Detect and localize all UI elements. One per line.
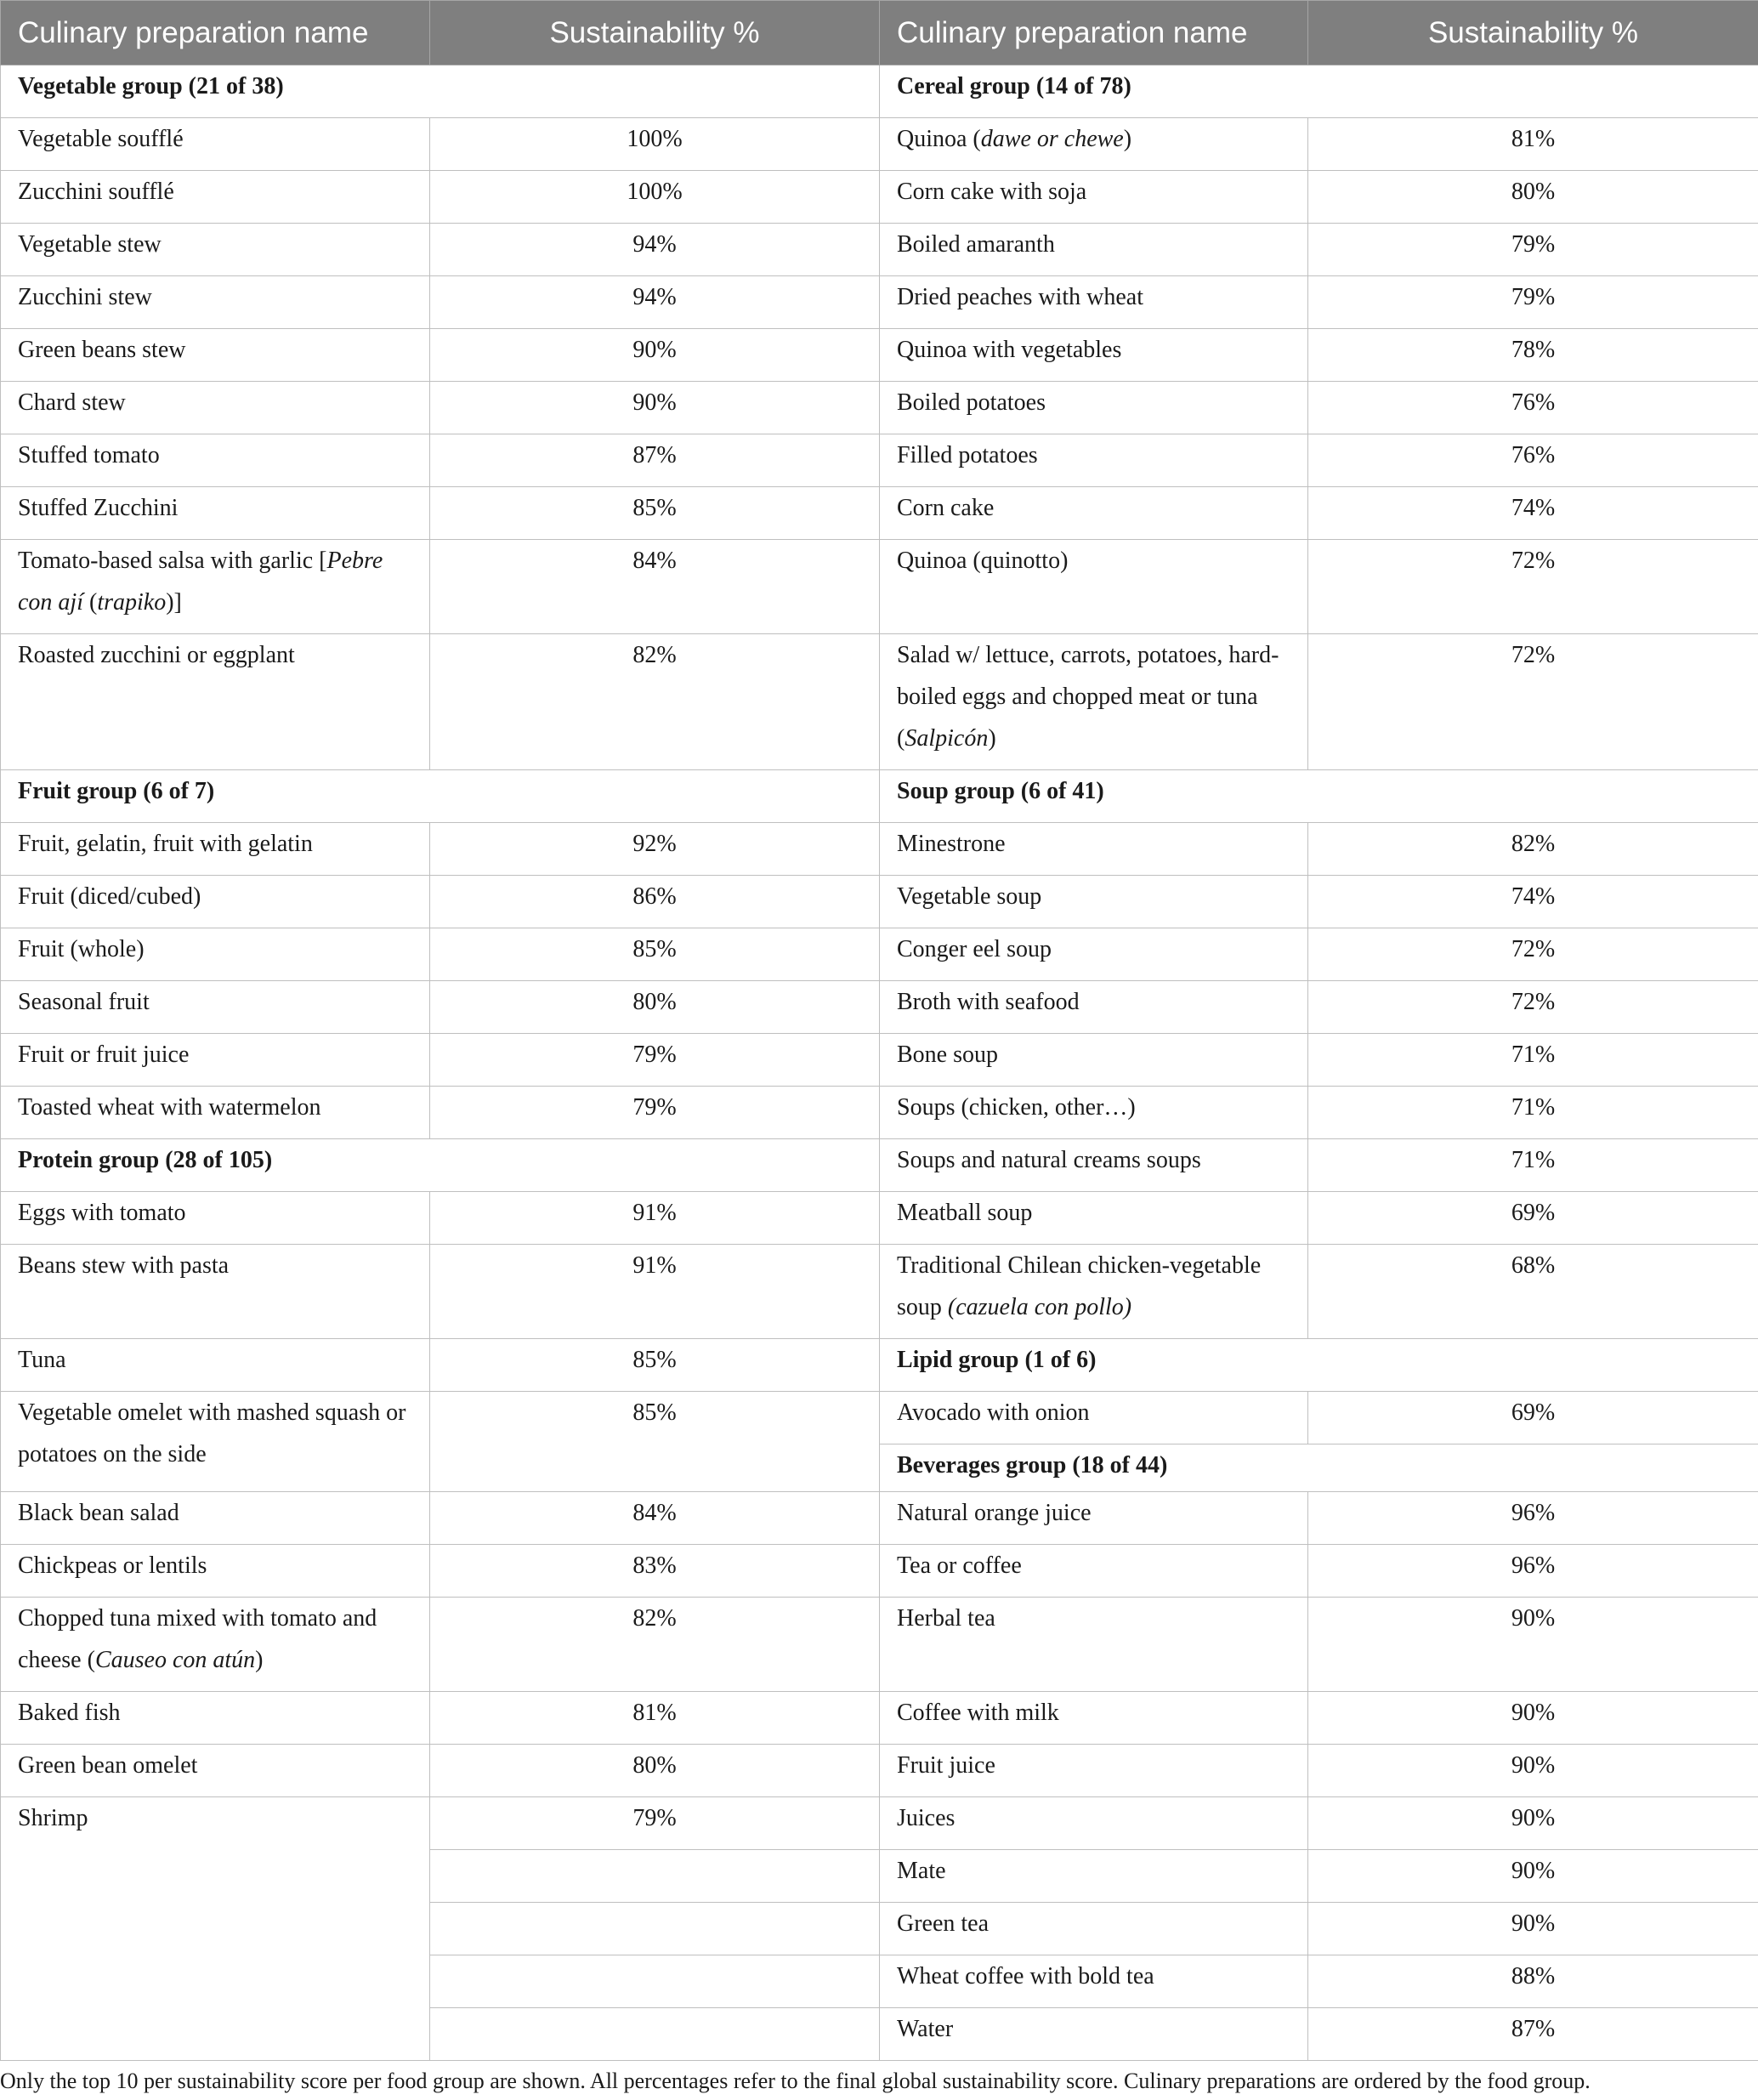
item-name: Wheat coffee with bold tea	[880, 1955, 1308, 2008]
item-value: 71%	[1308, 1139, 1758, 1192]
item-name: Vegetable omelet with mashed squash or potatoes on the side	[1, 1392, 430, 1492]
table-row	[1, 770, 1758, 823]
table-row	[1, 1797, 1758, 1850]
item-value: 82%	[430, 634, 880, 770]
header-sustainability-left: Sustainability %	[430, 1, 880, 65]
item-name: Stuffed Zucchini	[1, 487, 430, 540]
item-name: Chopped tuna mixed with tomato and cheese (Causeo con atún)	[1, 1598, 430, 1692]
item-name: Tea or coffee	[880, 1545, 1308, 1598]
item-name: Quinoa (dawe or chewe)	[880, 118, 1308, 171]
table-row	[1, 118, 1758, 171]
item-value: 79%	[1308, 276, 1758, 329]
item-value: 85%	[430, 1392, 880, 1492]
item-value: 96%	[1308, 1545, 1758, 1598]
item-value: 90%	[1308, 1903, 1758, 1955]
item-value: 79%	[1308, 224, 1758, 276]
empty-cell	[430, 1955, 880, 2008]
item-value: 90%	[430, 329, 880, 382]
table-row	[1, 1087, 1758, 1139]
table-row	[1, 981, 1758, 1034]
header-row	[1, 1, 1758, 65]
header-sustainability-right: Sustainability %	[1308, 1, 1758, 65]
item-value: 80%	[430, 981, 880, 1034]
table-row	[1, 1492, 1758, 1545]
item-value: 90%	[1308, 1797, 1758, 1850]
item-value: 100%	[430, 171, 880, 224]
item-name: Herbal tea	[880, 1598, 1308, 1692]
item-name: Fruit (diced/cubed)	[1, 876, 430, 928]
item-value: 91%	[430, 1245, 880, 1339]
item-name: Fruit juice	[880, 1745, 1308, 1797]
item-value: 78%	[1308, 329, 1758, 382]
item-value: 76%	[1308, 434, 1758, 487]
group-header-beverages: Beverages group (18 of 44)	[880, 1444, 1758, 1492]
item-value: 94%	[430, 276, 880, 329]
table-row	[1, 329, 1758, 382]
header-name-left: Culinary preparation name	[1, 1, 430, 65]
item-value: 96%	[1308, 1492, 1758, 1545]
item-value: 68%	[1308, 1245, 1758, 1339]
table-row	[1, 434, 1758, 487]
item-value: 74%	[1308, 876, 1758, 928]
item-value: 92%	[430, 823, 880, 876]
table-row	[1, 876, 1758, 928]
table-row	[1, 1598, 1758, 1692]
item-name: Vegetable soup	[880, 876, 1308, 928]
item-value: 85%	[430, 487, 880, 540]
item-value: 80%	[430, 1745, 880, 1797]
item-value: 72%	[1308, 981, 1758, 1034]
item-value: 94%	[430, 224, 880, 276]
item-name: Seasonal fruit	[1, 981, 430, 1034]
table-footnote: Only the top 10 per sustainability score per food group are shown. All percentages refer to the final global sustainability score. Culinary preparations are ordered by the food group.	[0, 2069, 1591, 2093]
group-header-vegetable: Vegetable group (21 of 38)	[1, 65, 880, 118]
item-name: Vegetable stew	[1, 224, 430, 276]
item-name: Beans stew with pasta	[1, 1245, 430, 1339]
item-name: Bone soup	[880, 1034, 1308, 1087]
item-name: Eggs with tomato	[1, 1192, 430, 1245]
item-value: 71%	[1308, 1034, 1758, 1087]
table-row	[1, 1339, 1758, 1392]
table-row	[1, 823, 1758, 876]
item-name: Juices	[880, 1797, 1308, 1850]
item-value: 82%	[1308, 823, 1758, 876]
item-name: Mate	[880, 1850, 1308, 1903]
item-name: Meatball soup	[880, 1192, 1308, 1245]
item-value: 90%	[430, 382, 880, 434]
item-value: 76%	[1308, 382, 1758, 434]
table-row	[1, 276, 1758, 329]
item-value: 69%	[1308, 1192, 1758, 1245]
item-value: 87%	[1308, 2008, 1758, 2061]
table-row	[1, 1545, 1758, 1598]
item-name: Quinoa (quinotto)	[880, 540, 1308, 634]
item-name: Corn cake	[880, 487, 1308, 540]
item-name: Roasted zucchini or eggplant	[1, 634, 430, 770]
item-name: Soups and natural creams soups	[880, 1139, 1308, 1192]
item-name: Toasted wheat with watermelon	[1, 1087, 430, 1139]
item-name: Green bean omelet	[1, 1745, 430, 1797]
table-row	[1, 65, 1758, 118]
empty-cell	[430, 1850, 880, 1903]
item-name: Corn cake with soja	[880, 171, 1308, 224]
item-value: 74%	[1308, 487, 1758, 540]
table-row	[1, 1745, 1758, 1797]
group-header-protein: Protein group (28 of 105)	[1, 1139, 880, 1192]
item-name: Baked fish	[1, 1692, 430, 1745]
table-row	[1, 1139, 1758, 1192]
item-value: 80%	[1308, 171, 1758, 224]
item-value: 84%	[430, 540, 880, 634]
item-name: Chickpeas or lentils	[1, 1545, 430, 1598]
item-name: Boiled amaranth	[880, 224, 1308, 276]
item-name: Natural orange juice	[880, 1492, 1308, 1545]
item-value: 72%	[1308, 634, 1758, 770]
item-value: 87%	[430, 434, 880, 487]
item-value: 85%	[430, 928, 880, 981]
table-row	[1, 1034, 1758, 1087]
table-row	[1, 634, 1758, 770]
item-name: Fruit or fruit juice	[1, 1034, 430, 1087]
item-name: Chard stew	[1, 382, 430, 434]
item-name: Coffee with milk	[880, 1692, 1308, 1745]
item-name: Quinoa with vegetables	[880, 329, 1308, 382]
item-name: Water	[880, 2008, 1308, 2061]
table-row	[1, 540, 1758, 634]
item-value: 90%	[1308, 1598, 1758, 1692]
item-name: Avocado with onion	[880, 1392, 1308, 1444]
table-row	[1, 487, 1758, 540]
item-value: 79%	[430, 1087, 880, 1139]
item-value: 79%	[430, 1034, 880, 1087]
item-name: Fruit, gelatin, fruit with gelatin	[1, 823, 430, 876]
item-name: Tuna	[1, 1339, 430, 1392]
group-header-lipid: Lipid group (1 of 6)	[880, 1339, 1758, 1392]
item-name: Tomato-based salsa with garlic [Pebre con ají (trapiko)]	[1, 540, 430, 634]
item-value: 100%	[430, 118, 880, 171]
group-header-soup: Soup group (6 of 41)	[880, 770, 1758, 823]
item-value: 81%	[430, 1692, 880, 1745]
group-header-fruit: Fruit group (6 of 7)	[1, 770, 880, 823]
item-name: Minestrone	[880, 823, 1308, 876]
item-value: 91%	[430, 1192, 880, 1245]
item-name: Boiled potatoes	[880, 382, 1308, 434]
item-value: 90%	[1308, 1850, 1758, 1903]
item-name: Salad w/ lettuce, carrots, potatoes, hard-boiled eggs and chopped meat or tuna (Salpicón)	[880, 634, 1308, 770]
item-value: 84%	[430, 1492, 880, 1545]
item-name: Broth with seafood	[880, 981, 1308, 1034]
item-value: 81%	[1308, 118, 1758, 171]
table-row	[1, 171, 1758, 224]
header-name-right: Culinary preparation name	[880, 1, 1308, 65]
item-value: 69%	[1308, 1392, 1758, 1444]
item-name: Conger eel soup	[880, 928, 1308, 981]
empty-cell	[430, 2008, 880, 2061]
group-header-cereal: Cereal group (14 of 78)	[880, 65, 1758, 118]
item-value: 90%	[1308, 1692, 1758, 1745]
table-row	[1, 928, 1758, 981]
item-value: 72%	[1308, 928, 1758, 981]
table-row	[1, 224, 1758, 276]
item-name: Zucchini soufflé	[1, 171, 430, 224]
item-value: 85%	[430, 1339, 880, 1392]
item-name: Shrimp	[1, 1797, 430, 2061]
item-name: Vegetable soufflé	[1, 118, 430, 171]
item-name: Zucchini stew	[1, 276, 430, 329]
table-row	[1, 1245, 1758, 1339]
item-name: Black bean salad	[1, 1492, 430, 1545]
table-row	[1, 1392, 1758, 1444]
empty-cell	[430, 1903, 880, 1955]
item-name: Traditional Chilean chicken-vegetable soup (cazuela con pollo)	[880, 1245, 1308, 1339]
item-name: Green tea	[880, 1903, 1308, 1955]
item-name: Dried peaches with wheat	[880, 276, 1308, 329]
item-name: Green beans stew	[1, 329, 430, 382]
table-row	[1, 1692, 1758, 1745]
item-value: 79%	[430, 1797, 880, 1850]
item-value: 90%	[1308, 1745, 1758, 1797]
table-row	[1, 1192, 1758, 1245]
item-value: 83%	[430, 1545, 880, 1598]
table-row	[1, 382, 1758, 434]
item-name: Filled potatoes	[880, 434, 1308, 487]
item-name: Fruit (whole)	[1, 928, 430, 981]
item-name: Stuffed tomato	[1, 434, 430, 487]
item-value: 86%	[430, 876, 880, 928]
item-value: 82%	[430, 1598, 880, 1692]
item-value: 72%	[1308, 540, 1758, 634]
item-value: 88%	[1308, 1955, 1758, 2008]
item-value: 71%	[1308, 1087, 1758, 1139]
item-name: Soups (chicken, other…)	[880, 1087, 1308, 1139]
